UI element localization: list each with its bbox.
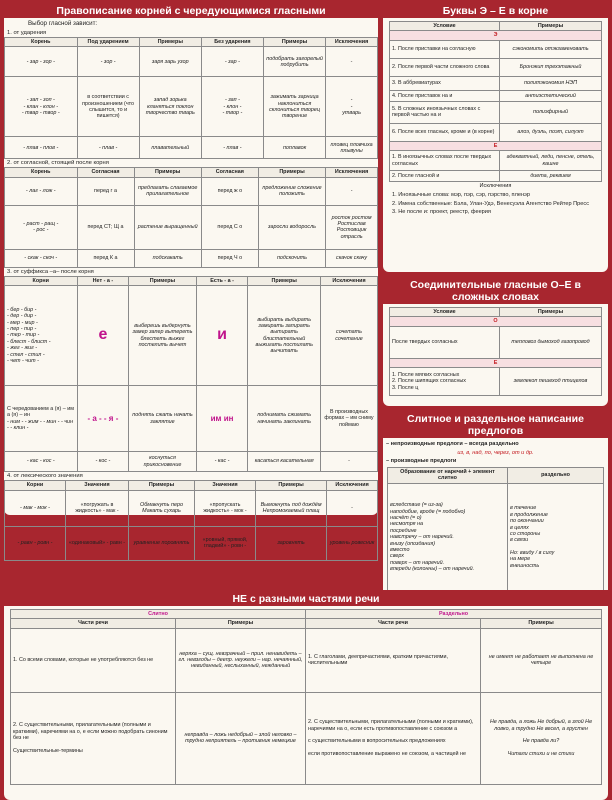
table-cell xyxy=(5,286,78,386)
table-row xyxy=(390,90,602,101)
table-cell: - лаг - лож - xyxy=(5,177,78,205)
table-cell: 2. После гласной и xyxy=(390,171,500,182)
table-cell: 2. С существительными, прилагательными (полными и краткими), наречиями на о, е если можно подобрать синоним без не Существительные-термины xyxy=(11,692,176,784)
table-row xyxy=(5,249,378,267)
table-cell: перед г а xyxy=(77,177,134,205)
table-row xyxy=(5,386,378,452)
header-cell: Примеры xyxy=(256,481,327,490)
table-header-row xyxy=(5,38,378,47)
table-cell: поднять сжать начать заклятие xyxy=(129,386,196,452)
roots-panel xyxy=(4,2,378,549)
table-row xyxy=(390,58,602,76)
table-cell: 2. С существительными, прилагательными (полными и краткими), наречиями на о, если есть противопоставление с союзом а с существительными в вопросительных предложениях если противопоставление выражено не союзом, а частицей не xyxy=(306,692,481,784)
header-cell: Корень xyxy=(5,168,78,177)
table-cell: перед С о xyxy=(201,205,258,249)
header-cell: Примеры xyxy=(176,619,306,628)
alt-roots: - ним - - жим - - мин - - чин - - клин - xyxy=(7,418,74,431)
band-cell: О xyxy=(390,317,602,326)
table-cell: запад зорька кланяться поклон творчество тварь xyxy=(139,77,201,137)
table-cell: адекватный, леди, пенсне, отель, кашне xyxy=(500,151,602,171)
exception-item: 2. Имена собственные: Бэла, Улан-Удэ, Венесуэла Агентство Рейтер Пресс xyxy=(392,200,590,207)
table-cell: уравнение поровнять xyxy=(128,526,194,560)
table-cell xyxy=(5,386,78,452)
connecting-table xyxy=(389,307,602,396)
table-cell: выберешь выдернуть замер запер вытереть блестеть выжег постелить вычет xyxy=(129,286,196,386)
table-cell: - кас - xyxy=(196,452,248,472)
root-item: - жег - жиг - xyxy=(7,345,38,352)
header-cell: Корни xyxy=(5,481,66,490)
table-cell: предложение сложение положить xyxy=(258,177,325,205)
table-cell: 1. В иноязычных словах после твердых согласных xyxy=(390,151,500,171)
table-cell: в течение в продолжение по окончании в целях со стороны в связи Но: ввиду / в силу на мере внешность xyxy=(508,483,604,591)
header-cell: раздельно xyxy=(508,468,604,484)
header-cell: Значения xyxy=(195,481,256,490)
table-cell: - зап - зоп - - клан - клон - - твар - твор - xyxy=(5,77,78,137)
table-cell: - зап - - клон - - твор - xyxy=(201,77,263,137)
table-row xyxy=(5,526,378,560)
table-row xyxy=(11,692,602,784)
band-row xyxy=(390,31,602,40)
header-cell: Части речи xyxy=(306,619,481,628)
table-cell: е xyxy=(77,286,129,386)
table-header-row xyxy=(390,22,602,31)
table-cell: поплавок xyxy=(263,137,325,159)
table-cell: заря зарь узор xyxy=(139,47,201,77)
table-cell: - плав - xyxy=(201,137,263,159)
root-item: - стел - стил - xyxy=(7,351,45,358)
e-table xyxy=(389,21,602,182)
band-cell: Э xyxy=(390,31,602,40)
table-cell: Обмакнуть перо Макать сухарь xyxy=(128,490,194,526)
exception-item: 3. Не после и: проект, реестр, феерия xyxy=(392,209,491,216)
table-cell: - плав - xyxy=(77,137,139,159)
table-cell: - кос - xyxy=(77,452,129,472)
alt-label: С чередованием а (я) – им а (я) – ин xyxy=(7,405,74,419)
table-cell: предлагать слагаемое прилагательное xyxy=(134,177,201,205)
table-cell: перед К а xyxy=(77,249,134,267)
header-cell: Примеры xyxy=(500,22,602,31)
table-cell: - xyxy=(320,452,377,472)
root-item: - блест - блист - xyxy=(7,338,51,345)
table-cell: перед Ч о xyxy=(201,249,258,267)
table-cell: - зор - xyxy=(77,47,139,77)
table-cell: - раст - ращ - - рос - xyxy=(5,205,78,249)
table-cell: коснуться прикосновение xyxy=(129,452,196,472)
table-cell: - xyxy=(327,490,378,526)
table-row xyxy=(390,326,602,358)
band-cell: Е xyxy=(390,141,602,150)
table-cell: 3. В аббревиатурах xyxy=(390,76,500,90)
table-cell: «ровный, прямой, гладкий» - ровн - xyxy=(195,526,256,560)
header-cell: Корни xyxy=(5,276,78,285)
table-cell: 1. С глаголами, деепричастиями, кратким причастиями, числительными xyxy=(306,628,481,692)
header-cell: Корень xyxy=(5,38,78,47)
section-4-title: 4. от лексического значения xyxy=(7,473,83,480)
table-cell: «пропускать жидкость» - мок - xyxy=(195,490,256,526)
header-cell: Образование от наречий + элемент слитно xyxy=(388,468,508,484)
table-row xyxy=(390,368,602,396)
table-cell: в соответствии с произношением (что слышится, то и пишется) xyxy=(77,77,139,137)
table-cell: - зар - зор - xyxy=(5,47,78,77)
section-2-title: 2. от согласной, стоящей после корня xyxy=(7,160,109,167)
header-cell: Примеры xyxy=(248,276,321,285)
prep-point-1-examples: из, в, над, по, через, от и др. xyxy=(457,449,534,456)
table-cell: растение выращенный xyxy=(134,205,201,249)
table-cell: 4. После приставок на и xyxy=(390,90,500,101)
header-cell: Нет - а - xyxy=(77,276,129,285)
table-row xyxy=(5,490,378,526)
header-cell: Исключения xyxy=(320,276,377,285)
prep-point-2-text: производные предлоги xyxy=(390,458,457,465)
root-item: - тер - тир - xyxy=(7,332,40,339)
header-cell: Примеры xyxy=(134,168,201,177)
table-row xyxy=(5,452,378,472)
table-cell: Бронэкип трехэтажный xyxy=(500,58,602,76)
table-header-row xyxy=(5,168,378,177)
table-row xyxy=(390,40,602,58)
table-row xyxy=(390,101,602,123)
header-cell: Примеры xyxy=(129,276,196,285)
section-3-title: 3. от суффикса –а– после корня xyxy=(7,268,94,275)
prep-point-1: – непроизводные предлоги – всегда раздельно xyxy=(386,441,519,447)
table-cell: подскакать xyxy=(134,249,201,267)
prepositions-table xyxy=(387,467,604,592)
root-item: - пер - пир - xyxy=(7,326,37,333)
table-cell: антиэстетический xyxy=(500,90,602,101)
header-cell: Исключения xyxy=(326,168,378,177)
header-cell: Без ударения xyxy=(201,38,263,47)
table-cell: 6. После всех гласных, кроме и (в корне) xyxy=(390,123,500,141)
header-cell: Примеры xyxy=(128,481,194,490)
e-title: Буквы Э – Е в корне xyxy=(383,2,608,18)
table-row xyxy=(5,137,378,159)
header-cell: Согласная xyxy=(77,168,134,177)
table-header-row xyxy=(5,481,378,490)
table-cell: - скак - скоч - xyxy=(5,249,78,267)
table-cell: тепловоз дымоход газопровод xyxy=(500,326,602,358)
header-cell: Примеры xyxy=(500,308,602,317)
table-cell: неряха – сущ. невзрачный – прил. ненавидеть – гл. невзгоды – деепр. неужели – нар. нечаянный, невиданный, неслыханный, нежданный xyxy=(176,628,306,692)
table-cell: плавательный xyxy=(139,137,201,159)
header-cell: Значения xyxy=(65,481,128,490)
header-cell: Исключения xyxy=(326,38,378,47)
table-cell: 1. После мягких согласных 2. После шипящих согласных 3. После ц xyxy=(390,368,500,396)
header-cell: Примеры xyxy=(258,168,325,177)
table-row xyxy=(11,628,602,692)
prepositions-title: Слитное и раздельное написание предлогов xyxy=(383,410,608,438)
stress-table xyxy=(4,37,378,159)
table-cell: не имеет не работает не выполнена не четыре xyxy=(481,628,602,692)
root-item: - чет - чит - xyxy=(7,357,39,364)
connecting-title: Соединительные гласные О–Е в сложных словах xyxy=(383,276,608,304)
table-cell: полиэфирный xyxy=(500,101,602,123)
table-cell: сочетать сочетание xyxy=(320,286,377,386)
table-row xyxy=(5,286,378,386)
table-cell: В производных формах – им сниму поймаю xyxy=(320,386,377,452)
section-1-title: 1. от ударения xyxy=(7,30,47,36)
table-cell: заросли водоросль xyxy=(258,205,325,249)
header-cell: Условие xyxy=(390,308,500,317)
table-cell: «одинаковый» - равн - xyxy=(65,526,128,560)
table-cell: - - утварь xyxy=(326,77,378,137)
table-cell: перед СТ; Щ а xyxy=(77,205,134,249)
table-cell: сэкономить отэкзаменовать xyxy=(500,40,602,58)
table-row xyxy=(390,151,602,171)
header-cell: Есть - а - xyxy=(196,276,248,285)
table-cell: заровнять xyxy=(256,526,327,560)
e-panel xyxy=(383,2,608,272)
table-cell: - кас - кос - xyxy=(5,452,78,472)
header-cell: Согласная xyxy=(201,168,258,177)
prepositions-panel xyxy=(383,410,608,620)
connecting-vowels-panel xyxy=(383,276,608,406)
band-cell: Е xyxy=(390,358,602,367)
table-cell: неправда – ложь недобрый – злой неловко – трудно неприятель – противник немецкие xyxy=(176,692,306,784)
table-header-row xyxy=(388,468,604,484)
table-row xyxy=(5,177,378,205)
table-cell: После твердых согласных xyxy=(390,326,500,358)
together-header: Слитно xyxy=(11,610,306,619)
table-cell: и xyxy=(196,286,248,386)
table-cell: выбирать выдирать замирать запирать вытирать блистательный выжигать постилать вычитать xyxy=(248,286,321,386)
table-cell: Не правда, а ложь Не добрый, а злой Не ловко, а трудно Не весел, а грустен Не правда ли? Читали стихи и не стихи xyxy=(481,692,602,784)
header-cell: Под ударением xyxy=(77,38,139,47)
table-cell: подскочить xyxy=(258,249,325,267)
table-cell: уровень ровесник xyxy=(327,526,378,560)
table-row xyxy=(390,123,602,141)
band-row xyxy=(390,317,602,326)
exception-item: 1. Иноязычные слова: мэр, пэр, сэр, пэрство, пленэр xyxy=(392,191,531,198)
table-row xyxy=(5,205,378,249)
table-cell: 1. После приставки на согласную xyxy=(390,40,500,58)
table-cell: росток ростом Ростислав Ростовщик отрасль xyxy=(326,205,378,249)
table-header-row xyxy=(390,308,602,317)
table-cell: - равн - ровн - xyxy=(5,526,66,560)
lexical-table xyxy=(4,480,378,560)
band-row xyxy=(390,141,602,150)
table-cell: 5. В сложных иноязычных словах с первой частью на и xyxy=(390,101,500,123)
table-row xyxy=(388,483,604,591)
root-item: - бер - бир - xyxy=(7,306,37,313)
group-header-row xyxy=(11,610,602,619)
prep-point-2: – производные предлоги xyxy=(386,458,457,465)
header-cell: Исключения xyxy=(327,481,378,490)
root-item: - мер - мир - xyxy=(7,319,38,326)
table-cell: диета, реквием xyxy=(500,171,602,182)
suffix-table xyxy=(4,276,378,472)
header-cell: Примеры xyxy=(263,38,325,47)
ne-table xyxy=(10,609,602,785)
table-cell: алоэ, дуэль, поэт, силуэт xyxy=(500,123,602,141)
roots-intro: Выбор гласной зависит: xyxy=(28,20,98,27)
table-cell: перед ж о xyxy=(201,177,258,205)
roots-title: Правописание корней с чередующимися гласными xyxy=(4,2,378,18)
table-cell: поднимать сжимать начинать заклинать xyxy=(248,386,321,452)
header-cell: Части речи xyxy=(11,619,176,628)
header-cell: Условие xyxy=(390,22,500,31)
table-row xyxy=(5,47,378,77)
table-header-row xyxy=(5,276,378,285)
table-cell: Вымокнуть под дождём Непромокаемый плащ xyxy=(256,490,327,526)
table-cell: политэкономия НЭП xyxy=(500,76,602,90)
table-cell: землекоп пешеход птицелов xyxy=(500,368,602,396)
exceptions-title: Исключения xyxy=(479,183,512,190)
ne-title: НЕ с разными частями речи xyxy=(4,590,608,606)
table-cell: - мак - мок - xyxy=(5,490,66,526)
ne-panel xyxy=(4,590,608,800)
table-cell: «погружать в жидкость» - мак - xyxy=(65,490,128,526)
table-cell: - а - - я - xyxy=(77,386,129,452)
table-cell: касаться касательная xyxy=(248,452,321,472)
band-row xyxy=(390,358,602,367)
root-item: - дер - дир - xyxy=(7,313,37,320)
apart-header: Раздельно xyxy=(306,610,602,619)
table-header-row xyxy=(11,619,602,628)
table-cell: - xyxy=(326,177,378,205)
table-row xyxy=(5,77,378,137)
table-row xyxy=(390,76,602,90)
table-cell: зажимать зарница наклониться склониться творец творение xyxy=(263,77,325,137)
table-cell: вследствие (= из-за) наподобие, вроде (= подобно) насчёт (= о) несмотря на посредине навстречу – от наречий. внизу (опоздания) вместо сверх поверх – от наречий. впереди (колонны) – от наречий. xyxy=(388,483,508,591)
table-row xyxy=(390,171,602,182)
prep-point-1-text: непроизводные предлоги – всегда раздельно xyxy=(390,441,519,447)
table-cell: 1. Со всеми словами, которые не употребляются без не xyxy=(11,628,176,692)
table-cell: им ин xyxy=(196,386,248,452)
header-cell: Примеры xyxy=(139,38,201,47)
table-cell: 2. После первой части сложного слова xyxy=(390,58,500,76)
table-cell: - xyxy=(326,47,378,77)
table-cell: - зар - xyxy=(201,47,263,77)
table-cell: скачок скачу xyxy=(326,249,378,267)
table-cell: подобрать загорелый подрубить xyxy=(263,47,325,77)
consonant-table xyxy=(4,167,378,267)
header-cell: Примеры xyxy=(481,619,602,628)
table-cell: пловец пловчиха плывуны xyxy=(326,137,378,159)
table-cell: - плав - плов - xyxy=(5,137,78,159)
